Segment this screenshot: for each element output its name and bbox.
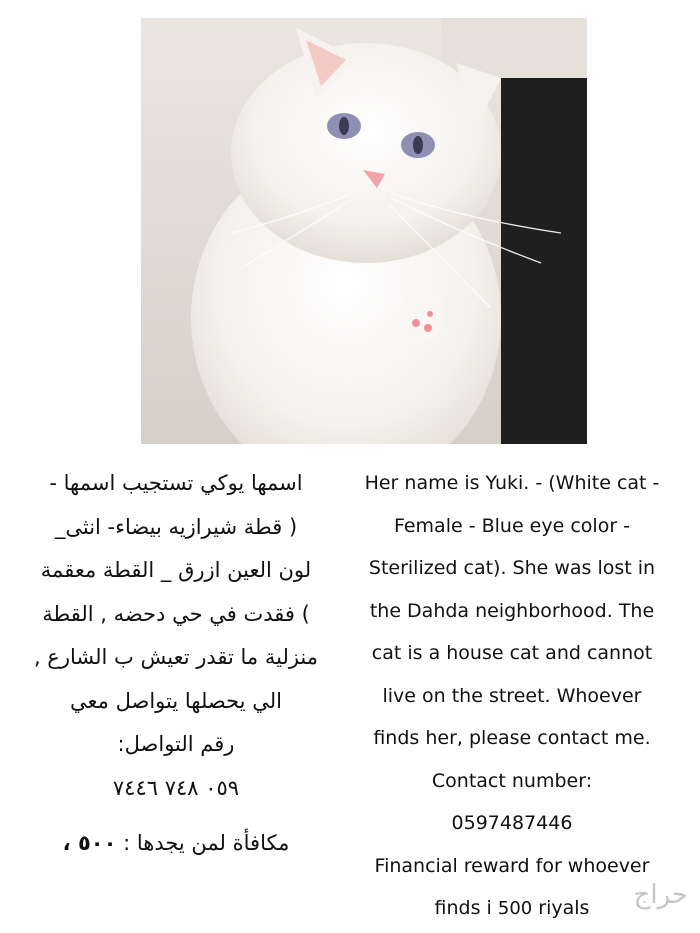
english-line: Female - Blue eye color - xyxy=(393,514,631,537)
arabic-line: اسمها يوكي تستجيب اسمها - xyxy=(49,471,303,495)
arabic-line: ) فقدت في حي دحضه , القطة xyxy=(42,601,310,626)
arabic-line: الي يحصلها يتواصل معي xyxy=(70,688,282,713)
watermark-logo: حراج xyxy=(633,880,688,910)
english-contact-label: Contact number: xyxy=(431,769,593,792)
arabic-reward-amount: ٥٠٠ ، xyxy=(62,831,117,855)
arabic-contact-number: ٠٥٩ ٧٤٨ ٧٤٤٦ xyxy=(112,775,240,800)
english-line: the Dahda neighborhood. The xyxy=(369,599,655,622)
arabic-line: منزلية ما تقدر تعيش ب الشارع , xyxy=(33,645,319,669)
english-reward-line: Financial reward for whoever xyxy=(374,854,650,877)
arabic-line: لون العين ازرق _ القطة معقمة xyxy=(40,558,312,582)
arabic-contact-label: رقم التواصل: xyxy=(117,732,235,756)
arabic-description xyxy=(10,462,342,866)
arabic-line: ( قطة شيرازيه بيضاء- انثى_ xyxy=(54,514,298,539)
english-line: cat is a house cat and cannot xyxy=(371,642,653,664)
english-contact-number: 0597487446 xyxy=(451,812,573,834)
arabic-reward-label: مكافأة لمن يجدها : xyxy=(123,831,290,855)
english-line: live on the street. Whoever xyxy=(382,684,642,707)
english-reward-start: finds i xyxy=(434,897,492,919)
white-cat-illustration xyxy=(141,18,587,444)
english-description xyxy=(352,462,672,931)
english-line: finds her, please contact me. xyxy=(373,727,651,749)
cat-photo xyxy=(141,18,587,444)
english-line: Her name is Yuki. - (White cat - xyxy=(364,472,660,494)
english-reward-unit: riyals xyxy=(538,897,590,919)
english-line: Sterilized cat). She was lost in xyxy=(368,557,656,579)
arabic-reward xyxy=(10,822,342,866)
english-reward-amount: 500 xyxy=(497,898,533,919)
